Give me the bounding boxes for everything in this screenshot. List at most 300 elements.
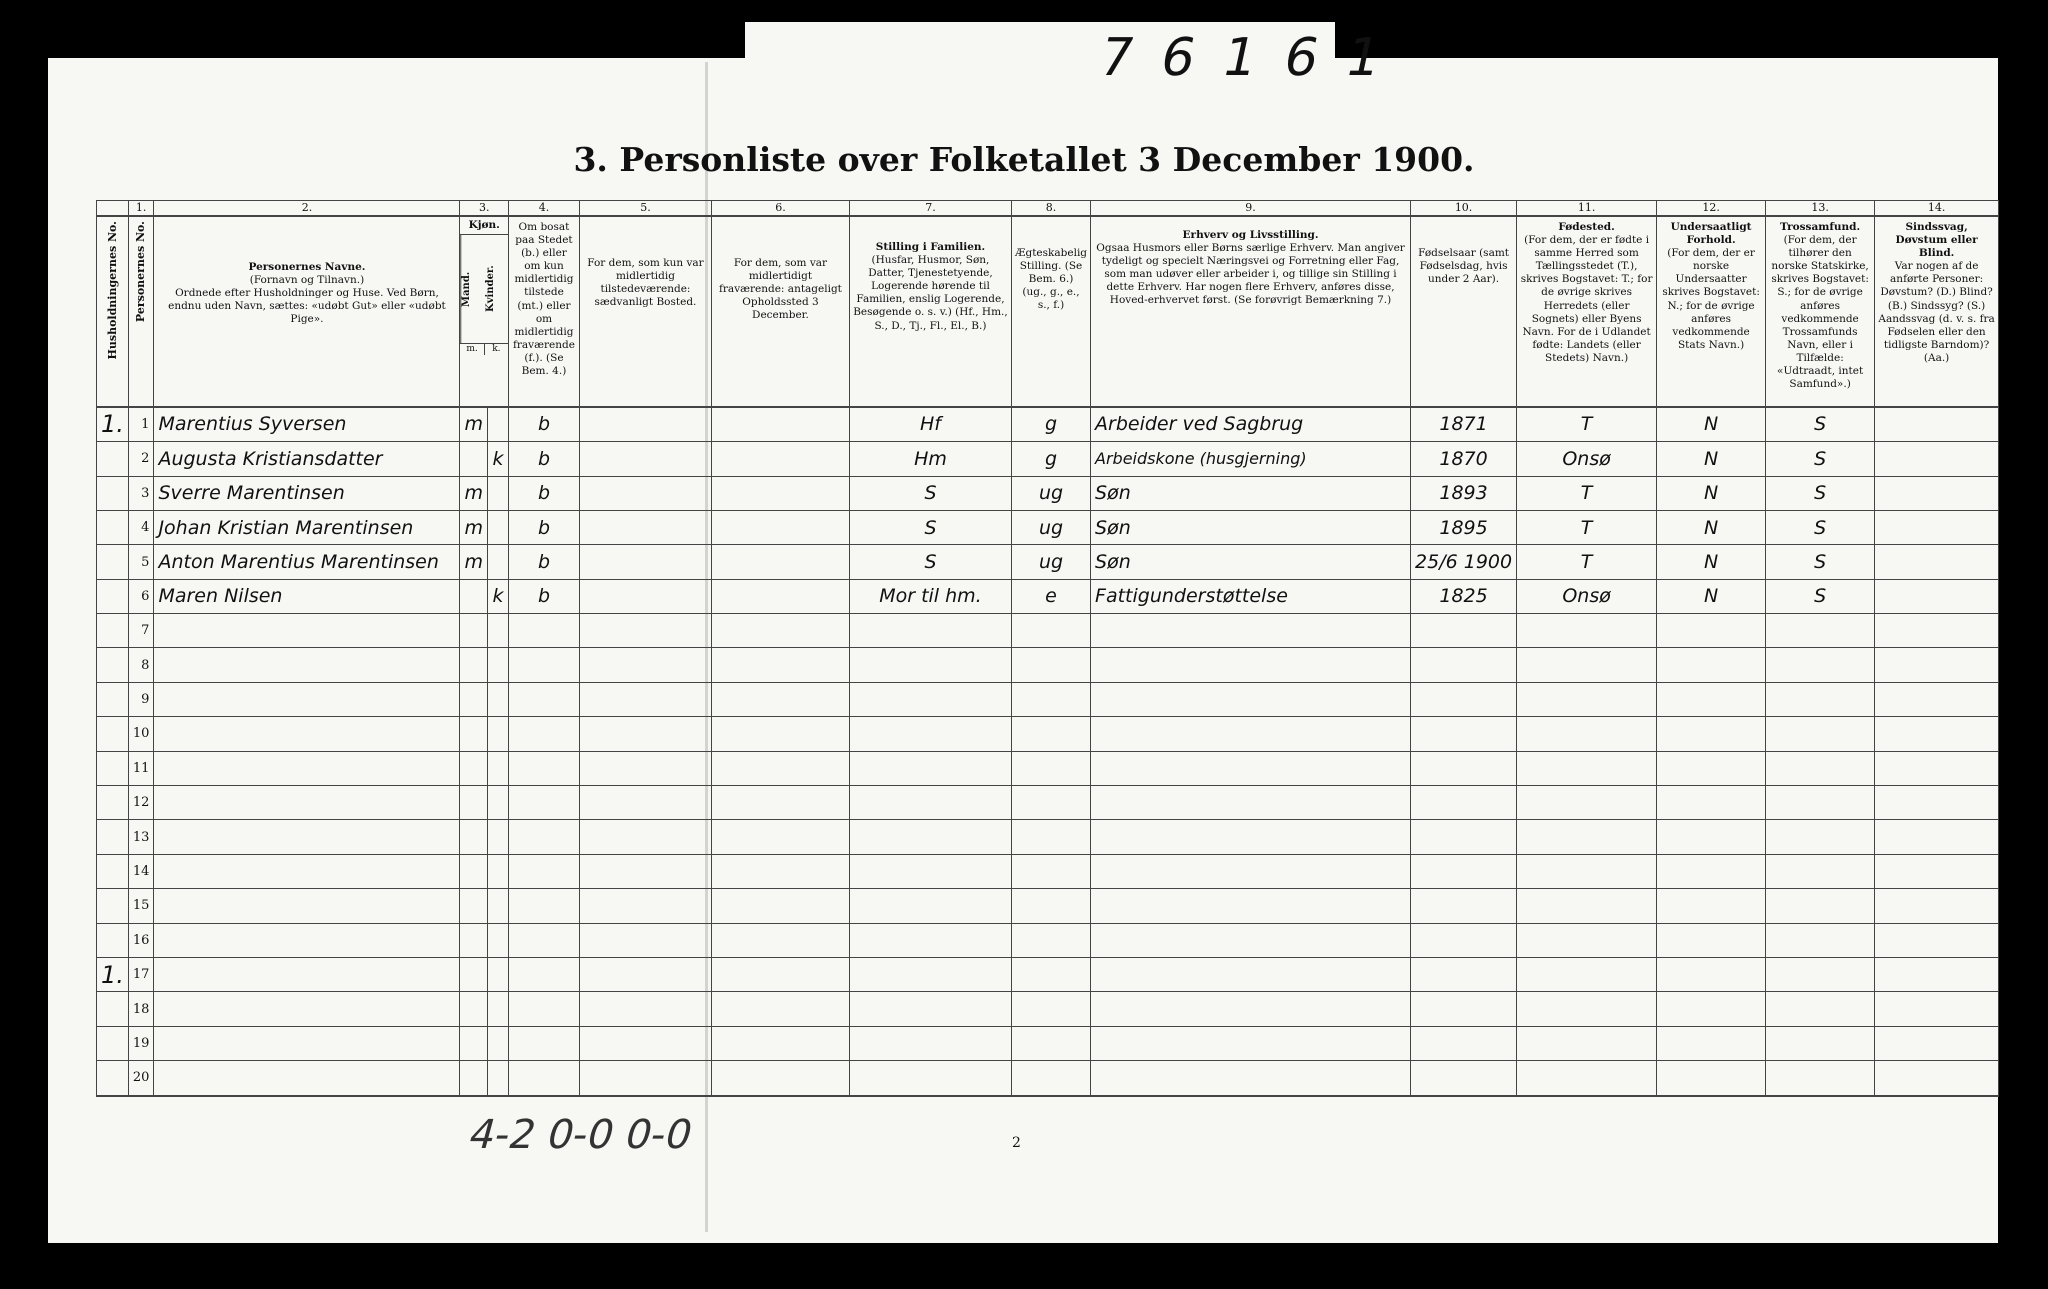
colnum-13: 13. bbox=[1766, 201, 1875, 216]
occupation bbox=[1091, 958, 1411, 992]
occupation bbox=[1091, 889, 1411, 923]
person-number: 9 bbox=[128, 682, 154, 716]
person-number: 18 bbox=[128, 992, 154, 1026]
marital-status bbox=[1011, 717, 1090, 751]
citizenship: N bbox=[1657, 545, 1766, 579]
marital-status bbox=[1011, 820, 1090, 854]
citizenship: N bbox=[1657, 579, 1766, 613]
birth-year bbox=[1411, 614, 1517, 648]
usual-residence bbox=[579, 407, 711, 442]
occupation bbox=[1091, 648, 1411, 682]
person-name bbox=[154, 786, 460, 820]
usual-residence bbox=[579, 751, 711, 785]
citizenship bbox=[1657, 786, 1766, 820]
household-number bbox=[97, 717, 129, 751]
sex-male bbox=[460, 442, 488, 476]
occupation bbox=[1091, 751, 1411, 785]
table-row bbox=[97, 820, 1999, 854]
household-number: 1. bbox=[97, 958, 129, 992]
occupation bbox=[1091, 820, 1411, 854]
disability-header: Sindssvag, Døvstum eller Blind. Var nogen af de anførte Personer: Døvstum? (D.) Blind? (B.) Sindssyg? (S.) Aandssvag (d. v. s. fra Fødselen eller den tidligste Barndom)? (Aa.) bbox=[1875, 216, 1999, 407]
person-name bbox=[154, 958, 460, 992]
colnum-3: 3. bbox=[460, 201, 509, 216]
person-name bbox=[154, 889, 460, 923]
disability bbox=[1875, 717, 1999, 751]
family-position: S bbox=[849, 476, 1011, 510]
page-number: 2 bbox=[1012, 1135, 1021, 1151]
sex-male bbox=[460, 751, 488, 785]
household-number bbox=[97, 854, 129, 888]
colnum-7: 7. bbox=[849, 201, 1011, 216]
disability bbox=[1875, 614, 1999, 648]
temp-location bbox=[711, 510, 849, 544]
header-row bbox=[97, 216, 1999, 407]
table-row bbox=[97, 854, 1999, 888]
residence-status bbox=[508, 682, 579, 716]
disability bbox=[1875, 579, 1999, 613]
marital-status: e bbox=[1011, 579, 1090, 613]
birth-year bbox=[1411, 958, 1517, 992]
colnum-14: 14. bbox=[1875, 201, 1999, 216]
residence-status bbox=[508, 820, 579, 854]
usual-residence bbox=[579, 510, 711, 544]
temp-location bbox=[711, 1026, 849, 1060]
usual-residence bbox=[579, 786, 711, 820]
marital-status-header: Ægteskabelig Stilling. (Se Bem. 6.) (ug., g., e., s., f.) bbox=[1011, 216, 1090, 407]
residence-status: b bbox=[508, 579, 579, 613]
person-number: 20 bbox=[128, 1061, 154, 1096]
sex-male bbox=[460, 717, 488, 751]
colnum-12: 12. bbox=[1657, 201, 1766, 216]
birth-year bbox=[1411, 751, 1517, 785]
religion: S bbox=[1766, 545, 1875, 579]
occupation: Søn bbox=[1091, 510, 1411, 544]
family-position bbox=[849, 1061, 1011, 1096]
person-name: Augusta Kristiansdatter bbox=[154, 442, 460, 476]
disability bbox=[1875, 510, 1999, 544]
family-position bbox=[849, 614, 1011, 648]
usual-residence bbox=[579, 854, 711, 888]
household-number bbox=[97, 476, 129, 510]
disability bbox=[1875, 854, 1999, 888]
table-row bbox=[97, 751, 1999, 785]
person-name bbox=[154, 854, 460, 888]
sex-male bbox=[460, 682, 488, 716]
citizenship: N bbox=[1657, 476, 1766, 510]
person-number: 7 bbox=[128, 614, 154, 648]
usual-residence bbox=[579, 579, 711, 613]
sex-female bbox=[487, 682, 508, 716]
birthplace bbox=[1517, 958, 1657, 992]
religion bbox=[1766, 648, 1875, 682]
sex-male bbox=[460, 958, 488, 992]
residence-status: b bbox=[508, 510, 579, 544]
usual-residence-header: For dem, som kun var midlertidig tilstedeværende: sædvanligt Bosted. bbox=[579, 216, 711, 407]
table-row bbox=[97, 682, 1999, 716]
temp-location bbox=[711, 751, 849, 785]
family-position bbox=[849, 717, 1011, 751]
colnum-4: 4. bbox=[508, 201, 579, 216]
birthplace bbox=[1517, 1026, 1657, 1060]
form-title: 3. Personliste over Folketallet 3 December 1900. bbox=[573, 140, 1475, 179]
marital-status bbox=[1011, 854, 1090, 888]
citizenship: N bbox=[1657, 442, 1766, 476]
family-position bbox=[849, 682, 1011, 716]
citizenship bbox=[1657, 820, 1766, 854]
colnum-10: 10. bbox=[1411, 201, 1517, 216]
table-row bbox=[97, 889, 1999, 923]
residence-status bbox=[508, 1026, 579, 1060]
birthplace bbox=[1517, 648, 1657, 682]
sex-female bbox=[487, 889, 508, 923]
birth-year bbox=[1411, 1026, 1517, 1060]
sex-female bbox=[487, 854, 508, 888]
occupation bbox=[1091, 717, 1411, 751]
residence-status bbox=[508, 958, 579, 992]
marital-status bbox=[1011, 1061, 1090, 1096]
person-name bbox=[154, 1061, 460, 1096]
family-position: Hm bbox=[849, 442, 1011, 476]
sex-male: m bbox=[460, 476, 488, 510]
residence-status-header: Om bosat paa Stedet (b.) eller om kun midlertidig tilstede (mt.) eller om midlertidig fraværende (f.). (Se Bem. 4.) bbox=[508, 216, 579, 407]
residence-status bbox=[508, 786, 579, 820]
household-number bbox=[97, 510, 129, 544]
temp-location bbox=[711, 545, 849, 579]
household-number bbox=[97, 992, 129, 1026]
temp-location bbox=[711, 992, 849, 1026]
occupation bbox=[1091, 1026, 1411, 1060]
birthplace bbox=[1517, 889, 1657, 923]
birthplace bbox=[1517, 717, 1657, 751]
person-name bbox=[154, 648, 460, 682]
table-row bbox=[97, 717, 1999, 751]
sex-male bbox=[460, 1061, 488, 1096]
marital-status: g bbox=[1011, 442, 1090, 476]
table-row bbox=[97, 1026, 1999, 1060]
colnum-11: 11. bbox=[1517, 201, 1657, 216]
citizenship bbox=[1657, 751, 1766, 785]
occupation: Søn bbox=[1091, 476, 1411, 510]
temp-location bbox=[711, 648, 849, 682]
birth-year-header: Fødselsaar (samt Fødselsdag, hvis under 2 Aar). bbox=[1411, 216, 1517, 407]
household-number bbox=[97, 889, 129, 923]
person-name: Johan Kristian Marentinsen bbox=[154, 510, 460, 544]
disability bbox=[1875, 786, 1999, 820]
birthplace bbox=[1517, 751, 1657, 785]
person-number: 8 bbox=[128, 648, 154, 682]
table-row bbox=[97, 958, 1999, 992]
citizenship bbox=[1657, 1061, 1766, 1096]
citizenship bbox=[1657, 717, 1766, 751]
temp-location bbox=[711, 854, 849, 888]
household-number bbox=[97, 545, 129, 579]
household-number: 1. bbox=[97, 407, 129, 442]
family-position: Mor til hm. bbox=[849, 579, 1011, 613]
citizenship bbox=[1657, 614, 1766, 648]
table-row bbox=[97, 407, 1999, 442]
person-name bbox=[154, 1026, 460, 1060]
religion bbox=[1766, 992, 1875, 1026]
sex-male bbox=[460, 648, 488, 682]
sex-female bbox=[487, 476, 508, 510]
usual-residence bbox=[579, 717, 711, 751]
person-name bbox=[154, 923, 460, 957]
birth-year: 1893 bbox=[1411, 476, 1517, 510]
family-position bbox=[849, 992, 1011, 1026]
family-position bbox=[849, 820, 1011, 854]
marital-status: ug bbox=[1011, 510, 1090, 544]
marital-status bbox=[1011, 786, 1090, 820]
person-name: Marentius Syversen bbox=[154, 407, 460, 442]
disability bbox=[1875, 476, 1999, 510]
sex-female bbox=[487, 614, 508, 648]
person-number: 1 bbox=[128, 407, 154, 442]
usual-residence bbox=[579, 545, 711, 579]
person-number: 6 bbox=[128, 579, 154, 613]
marital-status bbox=[1011, 1026, 1090, 1060]
colnum-9: 9. bbox=[1091, 201, 1411, 216]
temp-location bbox=[711, 958, 849, 992]
residence-status bbox=[508, 1061, 579, 1096]
sex-female bbox=[487, 923, 508, 957]
religion: S bbox=[1766, 579, 1875, 613]
census-rows bbox=[97, 407, 1999, 1096]
sex-female bbox=[487, 992, 508, 1026]
occupation bbox=[1091, 992, 1411, 1026]
table-row bbox=[97, 510, 1999, 544]
birthplace: Onsø bbox=[1517, 442, 1657, 476]
household-number bbox=[97, 682, 129, 716]
birth-year: 1871 bbox=[1411, 407, 1517, 442]
birth-year bbox=[1411, 820, 1517, 854]
religion bbox=[1766, 786, 1875, 820]
occupation bbox=[1091, 1061, 1411, 1096]
household-number bbox=[97, 751, 129, 785]
sex-female bbox=[487, 1061, 508, 1096]
citizenship bbox=[1657, 682, 1766, 716]
usual-residence bbox=[579, 476, 711, 510]
occupation bbox=[1091, 923, 1411, 957]
birth-year: 1895 bbox=[1411, 510, 1517, 544]
person-name: Maren Nilsen bbox=[154, 579, 460, 613]
family-position bbox=[849, 889, 1011, 923]
person-number: 3 bbox=[128, 476, 154, 510]
religion: S bbox=[1766, 442, 1875, 476]
person-number: 19 bbox=[128, 1026, 154, 1060]
person-no-header: Personernes No. bbox=[128, 216, 154, 407]
usual-residence bbox=[579, 820, 711, 854]
citizenship bbox=[1657, 923, 1766, 957]
sex-male bbox=[460, 889, 488, 923]
sex-female bbox=[487, 751, 508, 785]
colnum-8: 8. bbox=[1011, 201, 1090, 216]
colnum-2: 2. bbox=[154, 201, 460, 216]
disability bbox=[1875, 751, 1999, 785]
colnum-1: 1. bbox=[128, 201, 154, 216]
religion-header: Trossamfund. (For dem, der tilhører den norske Statskirke, skrives Bogstavet: S.; for de øvrige anføres vedkommende Trossamfunds Navn, eller i Tilfælde: «Udtraadt, intet Samfund».) bbox=[1766, 216, 1875, 407]
residence-status: b bbox=[508, 476, 579, 510]
temp-location bbox=[711, 820, 849, 854]
person-number: 10 bbox=[128, 717, 154, 751]
family-position: S bbox=[849, 510, 1011, 544]
usual-residence bbox=[579, 1026, 711, 1060]
residence-status bbox=[508, 614, 579, 648]
handwritten-tally: 4-2 0-0 0-0 bbox=[463, 1112, 698, 1158]
temp-location bbox=[711, 442, 849, 476]
residence-status: b bbox=[508, 407, 579, 442]
birthplace: T bbox=[1517, 545, 1657, 579]
table-row bbox=[97, 476, 1999, 510]
occupation bbox=[1091, 682, 1411, 716]
person-number: 2 bbox=[128, 442, 154, 476]
table-row bbox=[97, 614, 1999, 648]
name-header: Personernes Navne. (Fornavn og Tilnavn.) Ordnede efter Husholdninger og Huse. Ved Børn, endnu uden Navn, sættes: «udøbt Gut» eller «udøbt Pige». bbox=[154, 216, 460, 407]
temp-location bbox=[711, 579, 849, 613]
marital-status bbox=[1011, 889, 1090, 923]
family-position bbox=[849, 958, 1011, 992]
disability bbox=[1875, 545, 1999, 579]
household-number bbox=[97, 1026, 129, 1060]
family-position: S bbox=[849, 545, 1011, 579]
temp-location bbox=[711, 614, 849, 648]
family-position bbox=[849, 1026, 1011, 1060]
table-row bbox=[97, 786, 1999, 820]
table-row bbox=[97, 545, 1999, 579]
person-name bbox=[154, 820, 460, 854]
religion bbox=[1766, 614, 1875, 648]
disability bbox=[1875, 1061, 1999, 1096]
table-row bbox=[97, 923, 1999, 957]
sex-female: k bbox=[487, 579, 508, 613]
household-number bbox=[97, 923, 129, 957]
residence-status bbox=[508, 648, 579, 682]
sex-male: m bbox=[460, 545, 488, 579]
sex-male: m bbox=[460, 407, 488, 442]
birth-year bbox=[1411, 717, 1517, 751]
birthplace bbox=[1517, 854, 1657, 888]
birthplace: T bbox=[1517, 476, 1657, 510]
person-name bbox=[154, 717, 460, 751]
residence-status bbox=[508, 992, 579, 1026]
family-position: Hf bbox=[849, 407, 1011, 442]
birth-year: 1870 bbox=[1411, 442, 1517, 476]
usual-residence bbox=[579, 958, 711, 992]
marital-status bbox=[1011, 682, 1090, 716]
citizenship bbox=[1657, 992, 1766, 1026]
sex-male bbox=[460, 992, 488, 1026]
birthplace bbox=[1517, 1061, 1657, 1096]
sex-male: m bbox=[460, 510, 488, 544]
birthplace: T bbox=[1517, 407, 1657, 442]
table-row bbox=[97, 579, 1999, 613]
person-number: 12 bbox=[128, 786, 154, 820]
marital-status: ug bbox=[1011, 476, 1090, 510]
birthplace bbox=[1517, 992, 1657, 1026]
temp-location bbox=[711, 786, 849, 820]
sex-female bbox=[487, 648, 508, 682]
usual-residence bbox=[579, 1061, 711, 1096]
household-number bbox=[97, 442, 129, 476]
column-number-row bbox=[97, 201, 1999, 216]
birthplace bbox=[1517, 820, 1657, 854]
usual-residence bbox=[579, 614, 711, 648]
occupation bbox=[1091, 786, 1411, 820]
citizenship: N bbox=[1657, 510, 1766, 544]
occupation: Søn bbox=[1091, 545, 1411, 579]
disability bbox=[1875, 442, 1999, 476]
handwritten-page-mark: 7 6 1 6 1 bbox=[1093, 28, 1392, 88]
temp-location bbox=[711, 1061, 849, 1096]
household-number bbox=[97, 579, 129, 613]
family-position bbox=[849, 786, 1011, 820]
residence-status bbox=[508, 717, 579, 751]
birth-year: 1825 bbox=[1411, 579, 1517, 613]
religion bbox=[1766, 958, 1875, 992]
birth-year bbox=[1411, 889, 1517, 923]
religion bbox=[1766, 682, 1875, 716]
disability bbox=[1875, 648, 1999, 682]
sex-male bbox=[460, 579, 488, 613]
temp-location-header: For dem, som var midlertidigt fraværende: antageligt Opholdssted 3 December. bbox=[711, 216, 849, 407]
birth-year bbox=[1411, 854, 1517, 888]
sex-male bbox=[460, 786, 488, 820]
person-number: 4 bbox=[128, 510, 154, 544]
occupation: Fattigunderstøttelse bbox=[1091, 579, 1411, 613]
religion: S bbox=[1766, 407, 1875, 442]
religion bbox=[1766, 820, 1875, 854]
usual-residence bbox=[579, 442, 711, 476]
disability bbox=[1875, 820, 1999, 854]
birth-year bbox=[1411, 682, 1517, 716]
marital-status: ug bbox=[1011, 545, 1090, 579]
birthplace bbox=[1517, 923, 1657, 957]
person-number: 15 bbox=[128, 889, 154, 923]
birthplace bbox=[1517, 682, 1657, 716]
occupation bbox=[1091, 854, 1411, 888]
person-name bbox=[154, 614, 460, 648]
citizenship bbox=[1657, 1026, 1766, 1060]
occupation bbox=[1091, 614, 1411, 648]
usual-residence bbox=[579, 682, 711, 716]
birth-year: 25/6 1900 bbox=[1411, 545, 1517, 579]
family-position bbox=[849, 751, 1011, 785]
temp-location bbox=[711, 889, 849, 923]
citizenship-header: Undersaatligt Forhold. (For dem, der er norske Undersaatter skrives Bogstavet: N.; for de øvrige anføres vedkommende Stats Navn.) bbox=[1657, 216, 1766, 407]
residence-status: b bbox=[508, 442, 579, 476]
temp-location bbox=[711, 476, 849, 510]
sex-female bbox=[487, 545, 508, 579]
religion bbox=[1766, 717, 1875, 751]
occupation: Arbeidskone (husgjerning) bbox=[1091, 442, 1411, 476]
census-table bbox=[96, 200, 1999, 1097]
marital-status bbox=[1011, 992, 1090, 1026]
birthplace bbox=[1517, 786, 1657, 820]
birth-year bbox=[1411, 648, 1517, 682]
birthplace-header: Fødested. (For dem, der er fødte i samme Herred som Tællingsstedet (T.), skrives Bogstavet: T.; for de øvrige skrives Herredets (eller Sognets) eller Byens Navn. For de i Udlandet fødte: Landets (eller Stedets) Navn.) bbox=[1517, 216, 1657, 407]
religion bbox=[1766, 1026, 1875, 1060]
colnum-0 bbox=[97, 201, 129, 216]
household-number bbox=[97, 820, 129, 854]
residence-status bbox=[508, 751, 579, 785]
person-name bbox=[154, 751, 460, 785]
marital-status: g bbox=[1011, 407, 1090, 442]
religion bbox=[1766, 854, 1875, 888]
usual-residence bbox=[579, 992, 711, 1026]
disability bbox=[1875, 992, 1999, 1026]
occupation: Arbeider ved Sagbrug bbox=[1091, 407, 1411, 442]
sex-female bbox=[487, 510, 508, 544]
disability bbox=[1875, 923, 1999, 957]
